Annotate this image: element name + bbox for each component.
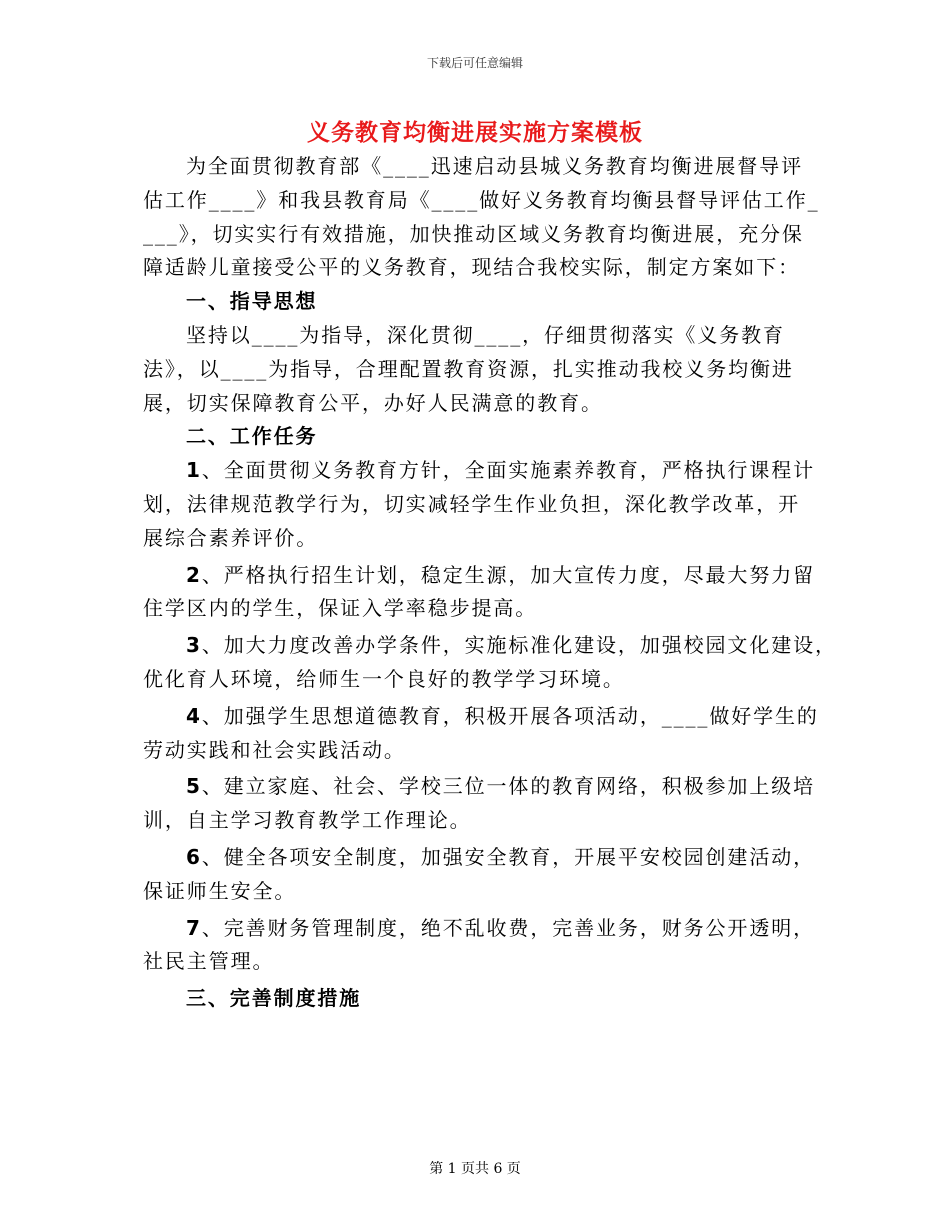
task-line: 保证师生安全。 [143,878,297,903]
task-line [143,559,823,593]
task-text: 、健全各项安全制度，加强安全教育，开展平安校园创建活动， [201,844,816,869]
task-text: 、加强学生思想道德教育，积极开展各项活动，____做好学生的 [201,703,819,728]
task-line: 住学区内的学生，保证入学率稳步提高。 [143,596,538,621]
intro-line: ___》，切实实行有效措施，加快推动区域义务教育均衡进展，充分保 [143,221,804,246]
task-item-2 [143,559,823,627]
task-number: 7 [186,915,202,940]
task-line: 社民主管理。 [143,949,275,974]
task-line [143,841,823,875]
task-line [143,454,823,488]
task-text: 、严格执行招生计划，稳定生源，加大宣传力度，尽最大努力留 [201,562,816,587]
task-item-1 [143,454,823,555]
task-number: 6 [186,844,202,869]
task-item-6 [143,841,823,909]
task-line: 劳动实践和社会实践活动。 [143,737,406,762]
task-line [143,912,823,946]
section-heading-guiding-ideology: 一、指导思想 [186,289,318,314]
task-line: 划，法律规范教学行为，切实减轻学生作业负担，深化教学改革，开 [143,491,800,516]
guiding-ideology-paragraph [143,319,823,420]
task-line [143,770,823,804]
paragraph-line: 展，切实保障教育公平，办好人民满意的教育。 [143,390,603,415]
task-number: 5 [186,774,202,799]
task-text: 、全面贯彻义务教育方针，全面实施素养教育，严格执行课程计 [201,458,816,483]
header-note: 下载后可任意编辑 [426,56,523,70]
task-item-3 [143,629,837,697]
task-line: 训，自主学习教育教学工作理论。 [143,808,472,833]
paragraph-line: 法》，以____为指导，合理配置教育资源，扎实推动我校义务均衡进 [143,356,794,381]
intro-line: 障适龄儿童接受公平的义务教育，现结合我校实际，制定方案如下： [143,255,800,280]
section-heading-improve-measures: 三、完善制度措施 [186,986,362,1011]
document-body [143,150,837,1016]
task-item-7 [143,912,823,980]
task-item-4 [143,700,823,768]
task-line [143,629,837,663]
task-text: 、加大力度改善办学条件，实施标准化建设，加强校园文化建设， [201,633,837,658]
intro-line: 估工作____》和我县教育局《____做好义务教育均衡县督导评估工作_ [143,187,820,212]
paragraph-line: 坚持以____为指导，深化贯彻____，仔细贯彻落实《义务教育 [186,322,785,347]
task-text: 、建立家庭、社会、学校三位一体的教育网络，积极参加上级培 [201,774,816,799]
task-number: 2 [186,562,202,587]
task-line [143,700,823,734]
document-title: 义务教育均衡进展实施方案模板 [307,120,643,146]
section-heading-work-tasks: 二、工作任务 [186,424,318,449]
task-line: 优化育人环境，给师生一个良好的教学学习环境。 [143,666,625,691]
intro-line: 为全面贯彻教育部《____迅速启动县城义务教育均衡进展督导评 [186,154,803,178]
task-text: 、完善财务管理制度，绝不乱收费，完善业务，财务公开透明， [201,915,816,940]
intro-paragraph [143,150,823,285]
task-item-5 [143,770,823,838]
task-number: 4 [186,703,202,728]
page-footer: 第 1 页共 6 页 [429,1161,521,1177]
task-number: 3 [186,633,202,658]
task-line: 展综合素养评价。 [143,525,319,550]
task-number: 1 [186,458,202,483]
